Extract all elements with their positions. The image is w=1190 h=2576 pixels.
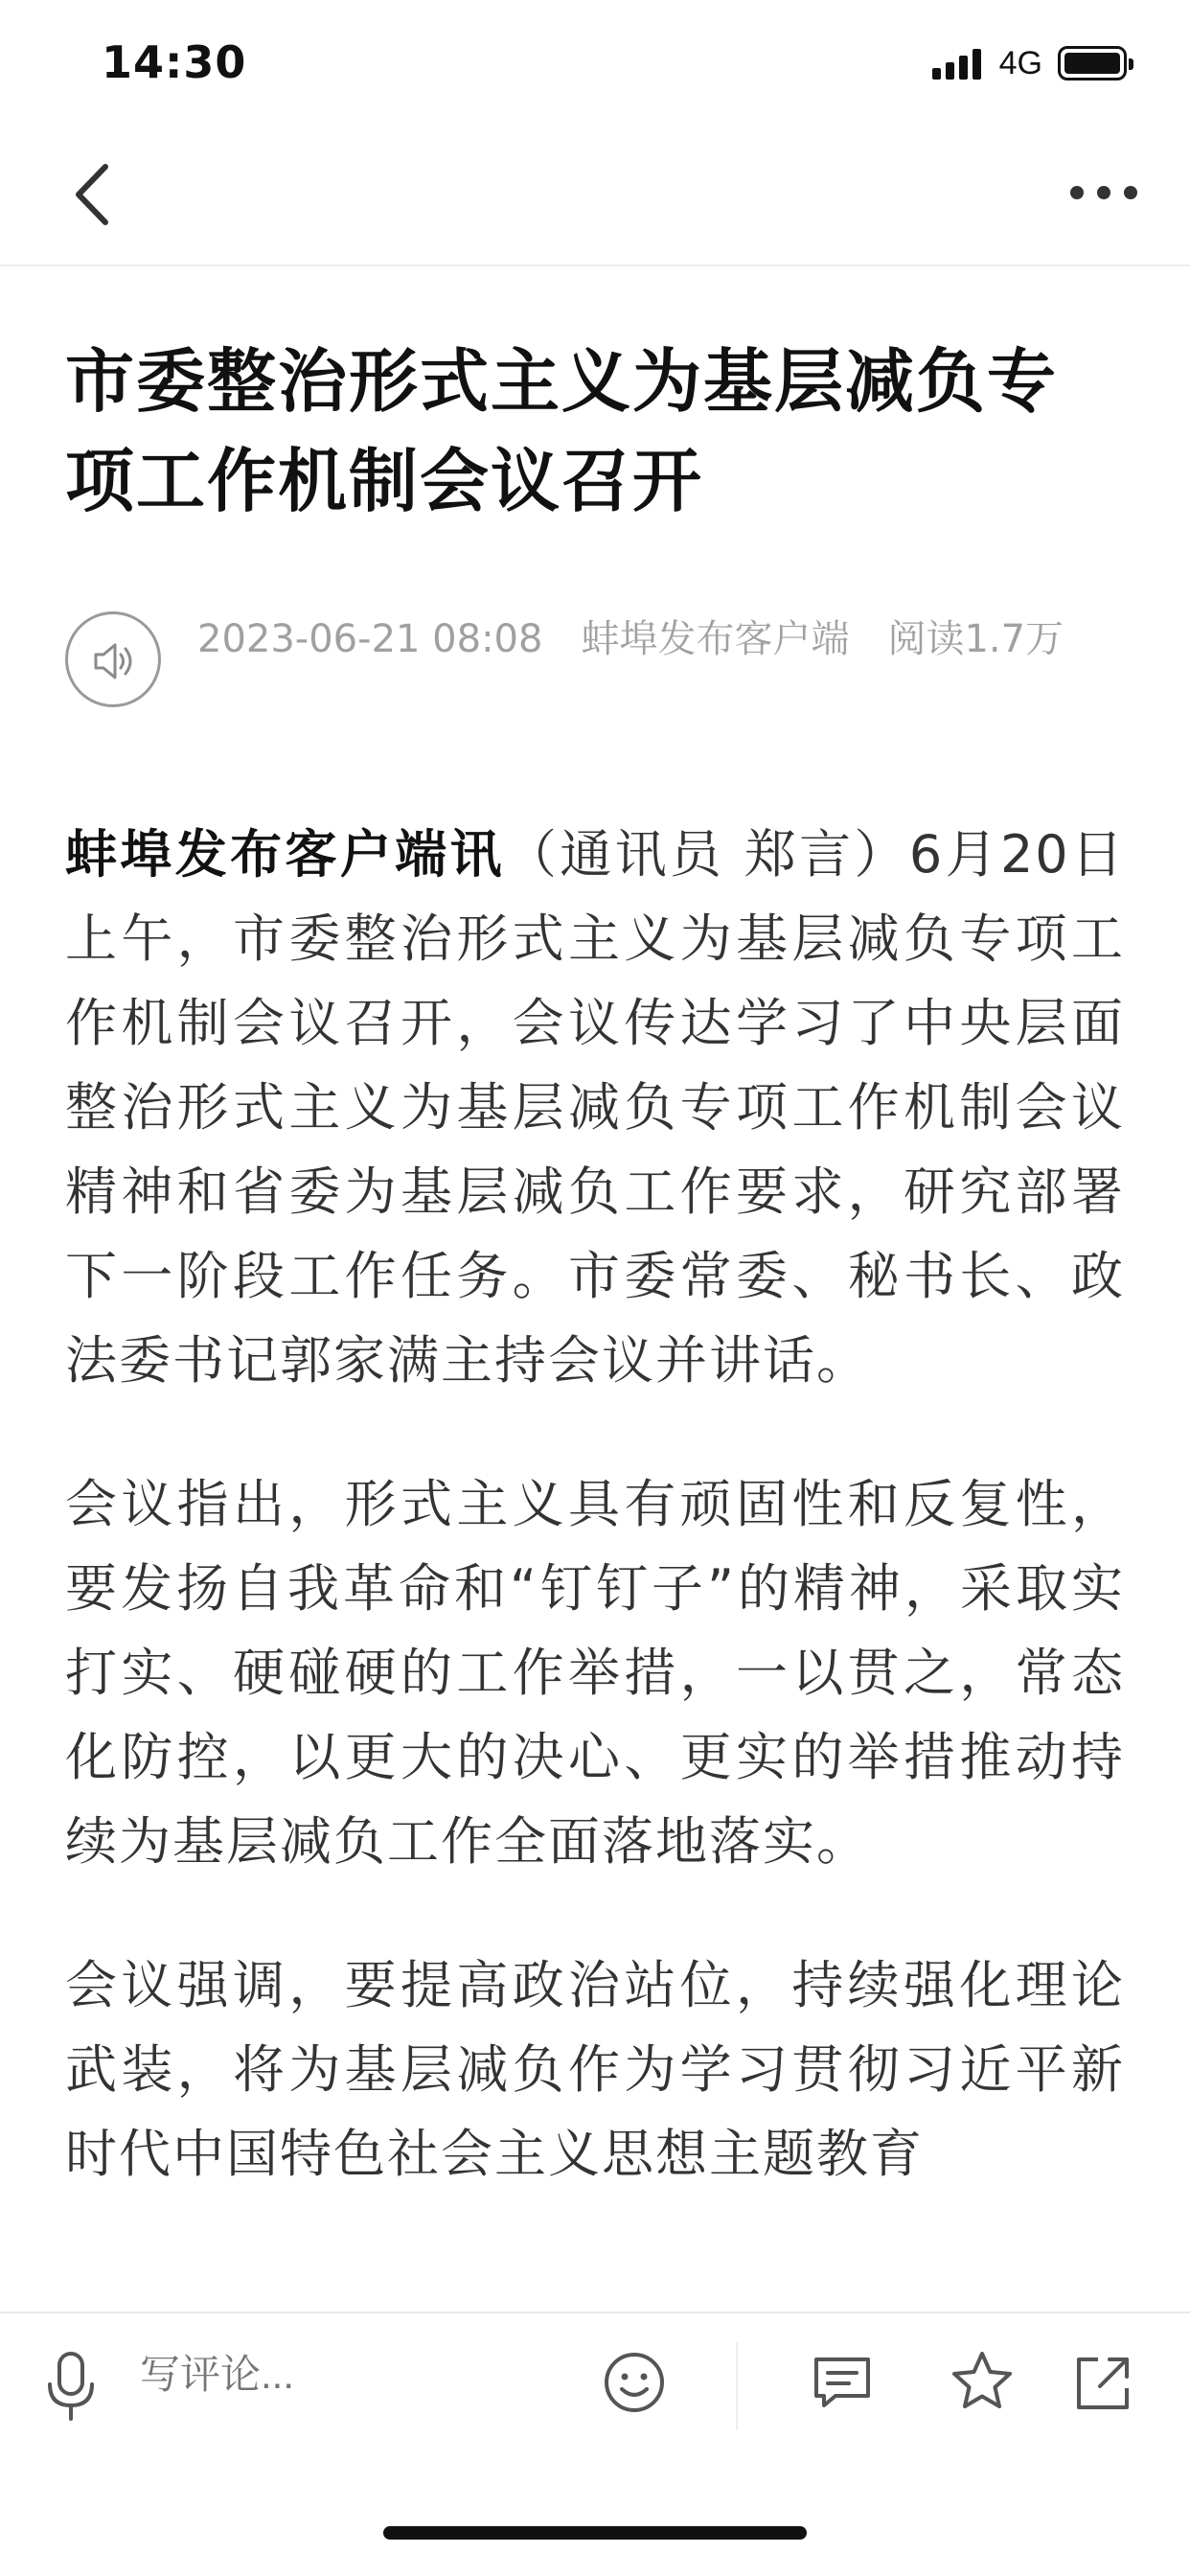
more-icon <box>1065 169 1142 217</box>
share-button[interactable] <box>1073 2354 1133 2417</box>
share-icon <box>1073 2354 1133 2413</box>
paragraph-1 <box>65 813 1125 1403</box>
signal-icon <box>932 47 986 80</box>
paragraph-3: 会议强调，要提高政治站位，持续强化理论武装，将为基层减负作为学习贯彻习近平新时代中国特色社会主义思想主题教育 <box>65 1955 1125 2184</box>
emoji-button[interactable] <box>602 2350 667 2419</box>
source-name: 蚌埠发布客户端 <box>581 617 850 661</box>
chevron-left-icon <box>61 161 128 228</box>
comments-button[interactable] <box>811 2354 874 2417</box>
nav-bar <box>0 126 1190 266</box>
home-indicator[interactable] <box>383 2526 807 2540</box>
audio-play-button[interactable] <box>65 611 161 707</box>
paragraph-1-body: （通讯员 郑言）6月20日上午，市委整治形式主义为基层减负专项工作机制会议召开，会议传达学习了中央层面整治形式主义为基层减负专项工作机制会议精神和省委为基层减负工作要求，研究部署下一阶段工作任务。市委常委、秘书长、政法委书记郭家满主持会议并讲话。 <box>65 824 1126 1391</box>
status-bar <box>0 0 1190 126</box>
comment-input[interactable] <box>140 2352 561 2398</box>
article-title: 市委整治形式主义为基层减负专项工作机制会议召开 <box>65 341 1059 521</box>
article <box>65 266 1125 2196</box>
paragraph-1-lead: 蚌埠发布客户端讯 <box>65 824 505 885</box>
emoji-icon <box>602 2350 667 2415</box>
status-indicators <box>932 44 1127 82</box>
article-meta <box>65 611 1125 726</box>
comment-icon <box>811 2354 874 2413</box>
network-type: 4G <box>998 44 1042 81</box>
publish-date: 2023-06-21 08:08 <box>197 617 543 661</box>
read-count: 阅读1.7万 <box>887 617 1064 661</box>
speaker-icon <box>90 637 138 685</box>
meta-text <box>197 608 1125 671</box>
battery-icon <box>1058 46 1127 80</box>
favorite-button[interactable] <box>949 2348 1016 2419</box>
bar-divider <box>736 2342 738 2430</box>
star-icon <box>949 2348 1016 2415</box>
more-button[interactable] <box>1065 169 1142 217</box>
voice-input-button[interactable] <box>44 2348 98 2428</box>
status-time: 14:30 <box>102 36 247 88</box>
microphone-icon <box>44 2348 98 2425</box>
back-button[interactable] <box>61 161 128 228</box>
paragraph-2: 会议指出，形式主义具有顽固性和反复性，要发扬自我革命和“钉钉子”的精神，采取实打实、硬碰硬的工作举措，一以贯之，常态化防控，以更大的决心、更实的举措推动持续为基层减负工作全面落地落实。 <box>65 1474 1125 1872</box>
